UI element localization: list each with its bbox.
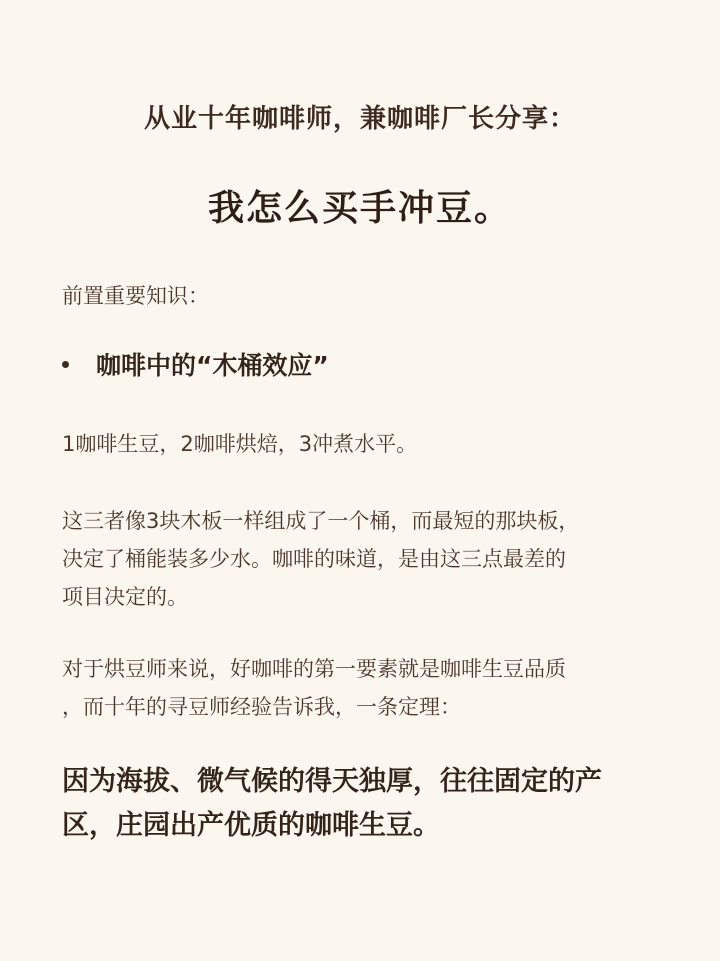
bullet-heading: 咖啡中的“木桶效应” xyxy=(96,351,329,380)
paragraph-line: 对于烘豆师来说，好咖啡的第一要素就是咖啡生豆品质 xyxy=(62,657,566,681)
bullet-item xyxy=(62,346,329,382)
page-title: 我怎么买手冲豆。 xyxy=(207,188,512,229)
emphasis-line: 因为海拔、微气候的得天独厚，往往固定的产 xyxy=(62,766,602,797)
paragraph-factors: 1咖啡生豆，2咖啡烘焙，3冲煮水平。 xyxy=(62,432,418,456)
emphasis-line: 区，庄园出产优质的咖啡生豆。 xyxy=(62,810,440,841)
bullet-dot-icon xyxy=(62,361,69,368)
prerequisite-label: 前置重要知识： xyxy=(62,284,209,308)
paragraph-barrel xyxy=(62,502,662,616)
paragraph-line: 决定了桶能装多少水。咖啡的味道，是由这三点最差的 xyxy=(62,547,566,571)
paragraph-line: ，而十年的寻豆师经验告诉我，一条定理： xyxy=(62,695,461,719)
emphasis-statement xyxy=(62,760,672,848)
paragraph-line: 项目决定的。 xyxy=(62,585,188,609)
paragraph-roaster xyxy=(62,650,662,726)
paragraph-line: 这三者像3块木板一样组成了一个桶，而最短的那块板， xyxy=(62,509,580,533)
subtitle: 从业十年咖啡师，兼咖啡厂长分享： xyxy=(143,104,576,134)
